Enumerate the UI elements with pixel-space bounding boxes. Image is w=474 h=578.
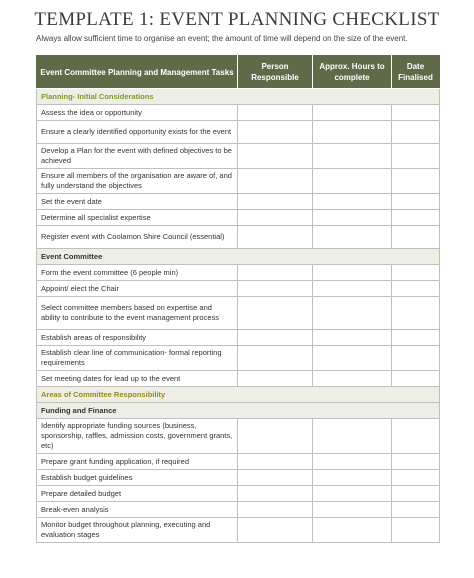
- date-cell: [392, 169, 440, 194]
- person-cell: [238, 121, 313, 144]
- task-cell: Prepare detailed budget: [37, 486, 238, 502]
- task-row: [37, 330, 440, 346]
- section-heading: Planning- Initial Considerations: [37, 89, 440, 105]
- section-row: [37, 249, 440, 265]
- task-row: [37, 454, 440, 470]
- task-cell: Register event with Coolamon Shire Council (essential): [37, 226, 238, 249]
- person-cell: [238, 518, 313, 543]
- hours-cell: [313, 169, 392, 194]
- person-cell: [238, 371, 313, 387]
- date-cell: [392, 265, 440, 281]
- task-row: [37, 470, 440, 486]
- hours-cell: [313, 454, 392, 470]
- task-cell: Set the event date: [37, 194, 238, 210]
- date-cell: [392, 144, 440, 169]
- hours-cell: [313, 105, 392, 121]
- person-cell: [238, 169, 313, 194]
- task-row: [37, 210, 440, 226]
- date-cell: [392, 297, 440, 330]
- task-row: [37, 105, 440, 121]
- task-row: [37, 194, 440, 210]
- date-cell: [392, 210, 440, 226]
- person-cell: [238, 346, 313, 371]
- hours-cell: [313, 330, 392, 346]
- person-cell: [238, 281, 313, 297]
- task-row: [37, 226, 440, 249]
- task-cell: Determine all specialist expertise: [37, 210, 238, 226]
- task-cell: Assess the idea or opportunity: [37, 105, 238, 121]
- task-row: [37, 371, 440, 387]
- hours-cell: [313, 486, 392, 502]
- task-row: [37, 419, 440, 454]
- header-row: [37, 56, 440, 89]
- hours-cell: [313, 518, 392, 543]
- section-row: [37, 89, 440, 105]
- hours-cell: [313, 502, 392, 518]
- task-row: [37, 281, 440, 297]
- task-cell: Establish clear line of communication- formal reporting requirements: [37, 346, 238, 371]
- hours-cell: [313, 144, 392, 169]
- task-row: [37, 144, 440, 169]
- task-cell: Monitor budget throughout planning, executing and evaluation stages: [37, 518, 238, 543]
- person-cell: [238, 419, 313, 454]
- person-cell: [238, 105, 313, 121]
- person-cell: [238, 210, 313, 226]
- task-cell: Appoint/ elect the Chair: [37, 281, 238, 297]
- person-cell: [238, 330, 313, 346]
- section-heading: Event Committee: [37, 249, 440, 265]
- task-cell: Form the event committee (6 people min): [37, 265, 238, 281]
- date-cell: [392, 194, 440, 210]
- person-cell: [238, 144, 313, 169]
- date-cell: [392, 470, 440, 486]
- date-cell: [392, 502, 440, 518]
- date-cell: [392, 454, 440, 470]
- hours-cell: [313, 297, 392, 330]
- hours-cell: [313, 346, 392, 371]
- person-cell: [238, 226, 313, 249]
- task-cell: Ensure all members of the organisation are aware of, and fully understand the objectives: [37, 169, 238, 194]
- hours-cell: [313, 371, 392, 387]
- task-cell: Prepare grant funding application, if required: [37, 454, 238, 470]
- section-heading: Funding and Finance: [37, 403, 440, 419]
- date-cell: [392, 518, 440, 543]
- person-cell: [238, 470, 313, 486]
- date-cell: [392, 346, 440, 371]
- header-task: Event Committee Planning and Management Tasks: [37, 56, 238, 89]
- hours-cell: [313, 470, 392, 486]
- section-heading: Areas of Committee Responsibility: [37, 387, 440, 403]
- header-date: Date Finalised: [392, 56, 440, 89]
- checklist-table: [36, 55, 440, 543]
- task-row: [37, 486, 440, 502]
- date-cell: [392, 486, 440, 502]
- date-cell: [392, 121, 440, 144]
- hours-cell: [313, 281, 392, 297]
- task-cell: Break-even analysis: [37, 502, 238, 518]
- person-cell: [238, 297, 313, 330]
- task-cell: Set meeting dates for lead up to the event: [37, 371, 238, 387]
- header-hours: Approx. Hours to complete: [313, 56, 392, 89]
- task-row: [37, 169, 440, 194]
- task-cell: Identify appropriate funding sources (business, sponsorship, raffles, admission costs, government grants, etc): [37, 419, 238, 454]
- task-cell: Establish areas of responsibility: [37, 330, 238, 346]
- task-cell: Select committee members based on expertise and ability to contribute to the event management process: [37, 297, 238, 330]
- date-cell: [392, 226, 440, 249]
- person-cell: [238, 486, 313, 502]
- person-cell: [238, 265, 313, 281]
- hours-cell: [313, 194, 392, 210]
- hours-cell: [313, 265, 392, 281]
- hours-cell: [313, 210, 392, 226]
- task-row: [37, 502, 440, 518]
- person-cell: [238, 194, 313, 210]
- date-cell: [392, 371, 440, 387]
- task-cell: Establish budget guidelines: [37, 470, 238, 486]
- task-row: [37, 346, 440, 371]
- person-cell: [238, 502, 313, 518]
- hours-cell: [313, 419, 392, 454]
- page-subtitle: Always allow sufficient time to organise an event; the amount of time will depend on the size of the event.: [36, 34, 408, 43]
- task-row: [37, 518, 440, 543]
- date-cell: [392, 419, 440, 454]
- header-person: Person Responsible: [238, 56, 313, 89]
- task-row: [37, 297, 440, 330]
- hours-cell: [313, 226, 392, 249]
- page-title: TEMPLATE 1: EVENT PLANNING CHECKLIST: [34, 9, 440, 30]
- task-row: [37, 265, 440, 281]
- task-row: [37, 121, 440, 144]
- hours-cell: [313, 121, 392, 144]
- person-cell: [238, 454, 313, 470]
- section-row: [37, 403, 440, 419]
- section-row: [37, 387, 440, 403]
- task-cell: Develop a Plan for the event with defined objectives to be achieved: [37, 144, 238, 169]
- date-cell: [392, 105, 440, 121]
- date-cell: [392, 330, 440, 346]
- date-cell: [392, 281, 440, 297]
- task-cell: Ensure a clearly identified opportunity exists for the event: [37, 121, 238, 144]
